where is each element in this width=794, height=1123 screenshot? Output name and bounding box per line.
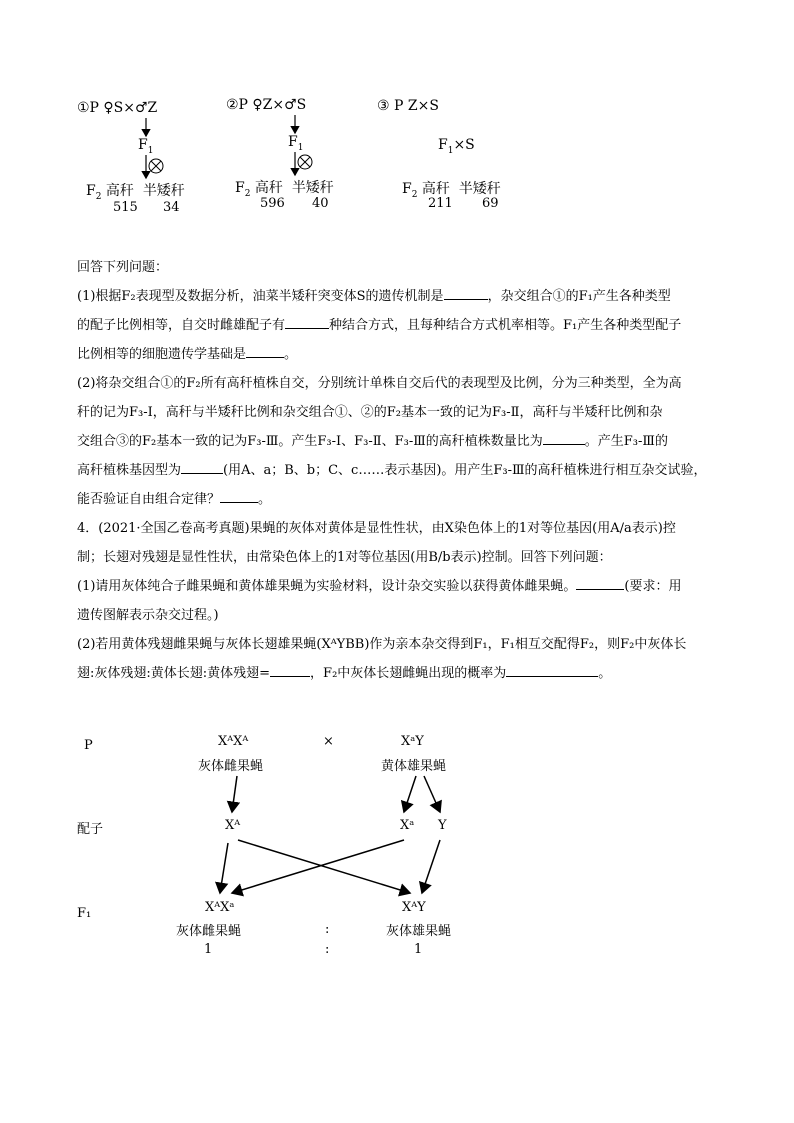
offspring2-name: 灰体雄果蝇 bbox=[386, 924, 452, 939]
cross2-f2-label: $F_2$ 高秆 半矮秆 bbox=[235, 180, 334, 199]
row-label-f1: F₁ bbox=[77, 906, 92, 921]
cross1-tall-count: 515 bbox=[113, 200, 138, 215]
cross3-semi-count: 69 bbox=[482, 196, 499, 211]
ratio-left: 1 bbox=[204, 942, 213, 957]
cross1-parents: ①P ♀S×♂Z bbox=[77, 100, 158, 116]
male-parent-name: 黄体雄果蝇 bbox=[381, 759, 447, 774]
arrow-male-gamete-y bbox=[424, 776, 440, 812]
q1: (1)根据F₂表现型及数据分析，油菜半矮秆突变体S的遗传机制是 ，杂交组合①的F₁产生各种类型 的配子比例相等，自交时雌雄配子有 种结合方式，且每种结合方式机率相等。F₁产生各种类型配子 比例相等的细胞遗传学基础是 。 bbox=[77, 289, 682, 362]
female-parent-genotype: XᴬXᴬ bbox=[218, 734, 249, 749]
cross-sign: × bbox=[323, 734, 334, 749]
female-parent-name: 灰体雌果蝇 bbox=[198, 759, 264, 774]
cross1-f2-label: $F_2$ 高秆 半矮秆 bbox=[86, 183, 185, 202]
offspring1-genotype: XᴬXᵃ bbox=[205, 900, 235, 915]
arrow-female-gamete bbox=[232, 776, 237, 812]
q2: (2)将杂交组合①的F₂所有高秆植株自交，分别统计单株自交后代的表现型及比例，分为三种类型，全为高 秆的记为F₃-Ⅰ，高秆与半矮秆比例和杂交组合①、②的F₂基本一致的记为F₃-Ⅱ，高秆与半矮秆比例和杂 交组合③的F₂基本一致的记为F₃-Ⅲ。产生F₃-Ⅰ、F₃-Ⅱ、F₃-Ⅲ的高秆植株数量比为 。产生F₃-Ⅲ的 高秆植株基因型为 (用A、a；B、b；C、c……表示基因)。用产生F₃-Ⅲ的高秆植株进行相互杂交试验， 能否验证自由组合定律？ 。 bbox=[77, 376, 707, 507]
gamete-female: Xᴬ bbox=[225, 818, 241, 833]
answer-prompt: 回答下列问题： bbox=[77, 260, 169, 275]
cross3-tall-count: 211 bbox=[428, 196, 453, 211]
problem-4: 4．(2021·全国乙卷高考真题)果蝇的灰体对黄体是显性性状，由X染色体上的1对等位基因(用A/a表示)控 制；长翅对残翅是显性性状，由常染色体上的1对等位基因(用B/b表示)控制。回答下列问题： (1)请用灰体纯合子雌果蝇和黄体雄果蝇为实验材料，设计杂交实验以获得黄体雌果蝇。 (要求：用 遗传图解表示杂交过程。) (2)若用黄体残翅雌果蝇与灰体长翅雄果蝇(XᴬYBB)作为亲本杂交得到F₁，F₁相互交配得F₂，则F₂中灰体长 翅:灰体残翅:黄体长翅:黄体残翅= ，F₂中灰体长翅雌蝇出现的概率为 。 bbox=[77, 521, 687, 681]
gamete-male-y: Y bbox=[438, 818, 447, 833]
cross3-f2-label: $F_2$ 高秆 半矮秆 bbox=[402, 181, 501, 200]
arrow-xa-male-to-female-offspring bbox=[232, 840, 404, 893]
ratio-right: 1 bbox=[414, 942, 423, 957]
row-label-p: P bbox=[84, 738, 93, 753]
arrow-male-gamete-x bbox=[404, 776, 416, 812]
arrow-xa-to-female-offspring bbox=[220, 843, 228, 893]
ratio-colon-2: : bbox=[325, 942, 330, 957]
arrow-xa-to-male-offspring bbox=[238, 840, 410, 893]
offspring2-genotype: XᴬY bbox=[402, 900, 426, 915]
ratio-colon-1: : bbox=[325, 922, 330, 937]
cross3-parents: ③ P Z×S bbox=[377, 98, 439, 114]
cross1-f1: $F_1$ bbox=[138, 137, 154, 156]
cross2-semi-count: 40 bbox=[312, 196, 329, 211]
cross2-f1: $F_1$ bbox=[288, 134, 304, 153]
row-label-gamete: 配子 bbox=[77, 822, 104, 837]
male-parent-genotype: XᵃY bbox=[401, 734, 424, 749]
cross2-parents: ②P ♀Z×♂S bbox=[226, 97, 307, 113]
offspring1-name: 灰体雌果蝇 bbox=[176, 924, 242, 939]
arrow-y-to-male-offspring bbox=[422, 840, 440, 893]
cross3-f1: $F_1\times S$ bbox=[438, 137, 475, 156]
gamete-male-x: Xᵃ bbox=[400, 818, 415, 833]
cross2-tall-count: 596 bbox=[260, 196, 285, 211]
cross1-semi-count: 34 bbox=[163, 200, 180, 215]
